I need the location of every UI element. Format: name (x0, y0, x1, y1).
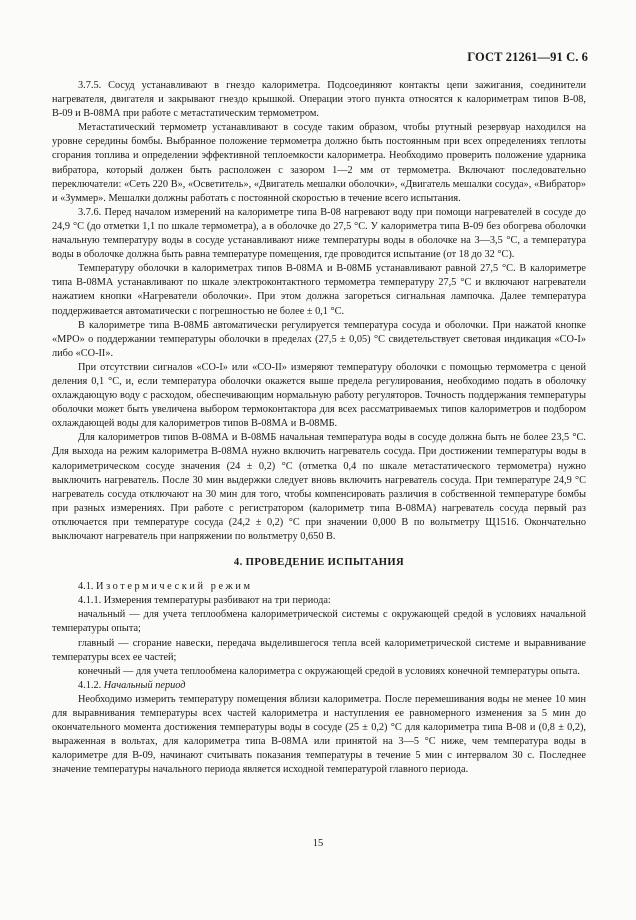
page-number: 15 (312, 838, 324, 849)
page-header: ГОСТ 21261—91 С. 6 (467, 50, 588, 64)
paragraph-initial-water: Для калориметров типов В-08МА и В-08МБ начальная температура воды в сосуде должна быть не более 23,5 °С. Для выхода на режим калориметра В-08МА нужно включить нагреватель сосуда. При достижении температуры воды в калориметрическом сосуде значения (24 ± 0,2) °С (отметка 0,4 по шкале метастатического термометра) нужно выключить нагреватель. После 30 мин выдержки следует вновь включить нагреватель сосуда. При температуре 24,9 °С нагреватель сосуда отключают на 30 мин для того, чтобы компенсировать различия в собственной температуре бомбы при разных измерениях. При работе с регистратором (калориметр типа В-08МА) нагреватель сосуда первый раз отключается при температуре сосуда (24,2 ± 0,2) °С при значении 0,000 В по вольтметру Щ1516. Окончательно выключают нагреватель при напряжении по вольтметру 0,650 В. (52, 432, 586, 542)
subsection-4-1-2-number: 4.1.2. (78, 679, 102, 691)
paragraph-3-7-5: 3.7.5. Сосуд устанавливают в гнездо калориметра. Подсоединяют контакты цепи зажигания, соединители нагревателя, двигателя и закрывают гнездо крышкой. Операции этого пункта относятся к калориметрам типов В-08, В-09 и В-08МА при работе с метастатическим термометром. (52, 80, 586, 120)
period-final: конечный — для учета теплообмена калориметра с окружающей средой в условиях конечной температуры опыта. (78, 665, 580, 677)
period-initial: начальный — для учета теплообмена калориметрической системы с окружающей средой в условиях начальной температуры опыта; (52, 609, 586, 635)
subsection-4-1 (52, 580, 586, 594)
subsection-4-1-2 (52, 679, 586, 693)
paragraph-v08mb: В калориметре типа В-08МБ автоматически регулируется температура сосуда и оболочки. При нажатой кнопке «МРО» о поддержании температуры оболочки в пределах (27,5 ± 0,05) °С свидетельствует световая индикация «СО-I» либо «СО-II». (52, 319, 586, 359)
document-body (52, 79, 586, 778)
paragraph-3-7-6: 3.7.6. Перед началом измерений на калориметре типа В-08 нагревают воду при помощи нагревателей в сосуде до 24,9 °С (до отметки 1,1 по шкале термометра), а в оболочке до 27,5 °С. У калориметра типа В-09 без обогрева оболочки начальную температуру воды в сосуде устанавливают ниже температуры воды в оболочке на 3—3,5 °С, а температура воды в оболочке должна быть равна температуре помещения, где проводится испытание (от 18 до 32 °С). (52, 206, 586, 261)
subsection-4-1-number: 4.1. (78, 581, 94, 593)
subsection-4-1-2-title: Начальный период (103, 679, 186, 691)
subsection-4-1-title: Изотермический режим (96, 581, 253, 593)
period-main: главный — сгорание навески, передача выделившегося тепла всей калориметрической системе и выравнивание температуры всех ее частей; (52, 637, 586, 663)
paragraph-4-1-1: 4.1.1. Измерения температуры разбивают на три периода: (78, 595, 331, 607)
paragraph-shell-temperature: Температуру оболочки в калориметрах типов В-08МА и В-08МБ устанавливают равной 27,5 °С. В калориметре типа В-08МА устанавливают по шкале электроконтактного термометра температуру 27,5 °С и включают нагреватели нажатием кнопки «Нагреватели оболочки». При этом должна загореться сигнальная лампочка. Далее температура поддерживается автоматически с погрешностью не более ± 0,1 °С. (52, 263, 586, 317)
paragraph-signals: При отсутствии сигналов «СО-I» или «СО-II» измеряют температуру оболочки с помощью термометра с ценой деления 0,1 °С, и, если температура оболочки окажется выше предела регулирования, необходимо подать в оболочку охлаждающую воду с расходом, обеспечивающим нормальную работу регуляторов. Точность поддержания температуры оболочки может быть увеличена выбором термоконтактора для всех рассматриваемых типов калориметров и подбором охлаждающей воды для калориметров типов В-08МА и В-08МБ. (52, 361, 586, 430)
paragraph-thermometer: Метастатический термометр устанавливают в сосуде таким образом, чтобы ртутный резервуар находился на уровне середины бомбы. Выбранное положение термометра должно быть постоянным при всех определениях теплоты сгорания топлива и определении эффективной теплоемкости калориметра. Необходимо проверить положение ударника вибратора, который должен быть расположен с зазором 1—2 мм от термометра. Включают последовательно переключатели: «Сеть 220 В», «Осветитель», «Двигатель мешалки оболочки», «Двигатель мешалки сосуда», «Вибратор» и «Зуммер». Мешалки должны работать с постоянной скоростью в течение всего испытания. (52, 122, 586, 204)
paragraph-initial-period: Необходимо измерить температуру помещения вблизи калориметра. После перемешивания воды не менее 10 мин для выравнивания температуры всех частей калориметра и наступления ее равномерного изменения за 5 мин до окончательного момента достижения температуры воды в сосуде (25 ± 0,2) °С для калориметра типа В-08 и (0,8 ± 0,2), выраженная в вольтах, для калориметра типа В-08МА или принятой на 3—5 °С ниже, чем температура воды в калориметре для В-09, начинают считывать показания температуры в течение 5 мин с интервалом 30 с. Последнее значение температуры начального периода является исходной температурой главного периода. (52, 693, 586, 776)
section-title: 4. ПРОВЕДЕНИЕ ИСПЫТАНИЯ (233, 557, 405, 569)
